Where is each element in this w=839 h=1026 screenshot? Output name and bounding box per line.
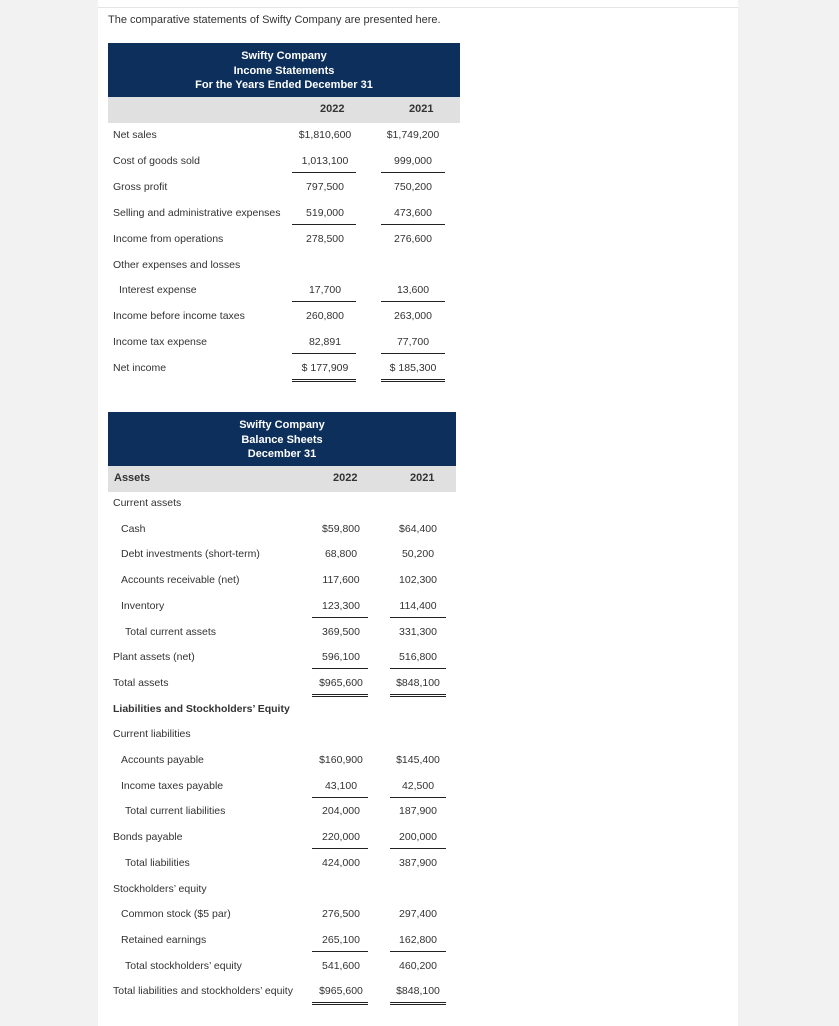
row-label: Common stock ($5 par) (121, 908, 231, 921)
row-label: Net sales (113, 129, 157, 141)
row-label: Interest expense (119, 284, 197, 297)
row-label: Income taxes payable (121, 779, 224, 792)
underline (292, 224, 356, 225)
value-2021: 297,400 (399, 908, 437, 921)
row-label: Bonds payable (113, 831, 183, 844)
row-label: Total current assets (125, 625, 217, 638)
row-label: Accounts payable (121, 754, 204, 766)
underline (292, 301, 356, 302)
value-2022: 519,000 (306, 206, 344, 219)
value-2021: $848,100 (396, 676, 440, 689)
value-2022: 424,000 (322, 856, 360, 869)
value-2022: 68,800 (324, 548, 358, 561)
value-2021: 387,900 (399, 856, 437, 869)
value-2021: 263,000 (394, 310, 432, 323)
row-label: Stockholders’ equity (113, 882, 207, 895)
year-2021-header: 2021 (410, 472, 435, 484)
row-label: Income tax expense (113, 336, 207, 349)
value-2022: 43,100 (324, 779, 358, 792)
value-2021: 276,600 (394, 232, 432, 245)
table-row (98, 362, 458, 388)
row-label: Net income (113, 362, 167, 375)
document-page (98, 0, 738, 1026)
row-label: Total liabilities and stockholders’ equity (113, 985, 293, 998)
value-2022: 278,500 (306, 232, 344, 245)
table-row (98, 129, 458, 155)
row-label: Cash (121, 522, 146, 535)
table-row (98, 985, 458, 1011)
underline (390, 617, 446, 618)
table-row (98, 600, 458, 626)
value-2021: 750,200 (394, 180, 432, 193)
value-2021: 460,200 (399, 959, 437, 972)
value-2021: $64,400 (399, 522, 437, 535)
row-label: Liabilities and Stockholders’ Equity (113, 702, 290, 715)
double-underline (312, 1002, 368, 1005)
row-label: Total liabilities (125, 856, 190, 869)
table-row (98, 233, 458, 259)
underline (390, 668, 446, 669)
value-2021: 200,000 (399, 831, 437, 844)
row-label: Total assets (113, 676, 169, 689)
double-underline (312, 694, 368, 697)
row-label: Total stockholders’ equity (125, 959, 242, 972)
underline (312, 848, 368, 849)
value-2022: 276,500 (322, 908, 360, 921)
row-label: Current liabilities (113, 728, 191, 741)
row-label: Income before income taxes (113, 310, 245, 323)
table-row (98, 336, 458, 362)
assets-heading: Assets (114, 472, 151, 484)
value-2021: 999,000 (394, 154, 432, 167)
table-row (98, 207, 458, 233)
underline (381, 172, 445, 173)
value-2022: $160,900 (319, 754, 363, 766)
double-underline (390, 694, 446, 697)
row-label: Cost of goods sold (113, 154, 200, 167)
double-underline (390, 1002, 446, 1005)
table-row (98, 284, 458, 310)
value-2022: 541,600 (322, 959, 360, 972)
underline (312, 668, 368, 669)
value-2022: $965,600 (319, 985, 363, 998)
table-row (98, 259, 458, 285)
row-label: Current assets (113, 497, 182, 509)
statement-period: For the Years Ended December 31 (195, 79, 373, 91)
value-2021: $1,749,200 (386, 129, 440, 141)
value-2022: $1,810,600 (298, 129, 352, 141)
value-2022: $ 177,909 (301, 362, 349, 375)
value-2021: 114,400 (399, 599, 437, 612)
underline (390, 797, 446, 798)
underline (292, 353, 356, 354)
value-2021: $ 185,300 (389, 362, 437, 375)
table-row (98, 497, 458, 523)
underline (381, 353, 445, 354)
underline (312, 797, 368, 798)
value-2022: 123,300 (322, 599, 360, 612)
value-2022: 220,000 (322, 831, 360, 844)
company-name: Swifty Company (239, 419, 325, 431)
underline (390, 848, 446, 849)
underline (381, 224, 445, 225)
income-statement-header (108, 43, 460, 97)
table-row (98, 934, 458, 960)
row-label: Gross profit (113, 180, 168, 193)
table-row (98, 754, 458, 780)
value-2021: 42,500 (401, 779, 435, 792)
statement-title: Income Statements (233, 64, 335, 77)
row-label: Total current liabilities (125, 805, 226, 818)
value-2022: 17,700 (308, 284, 342, 297)
double-underline (292, 379, 356, 382)
value-2021: 187,900 (399, 805, 437, 818)
table-row (98, 703, 458, 729)
table-row (98, 677, 458, 703)
value-2022: 82,891 (308, 336, 342, 349)
value-2022: 1,013,100 (301, 154, 349, 167)
table-row (98, 857, 458, 883)
row-label: Other expenses and losses (113, 258, 241, 271)
table-row (98, 574, 458, 600)
value-2022: 117,600 (322, 574, 360, 587)
value-2022: $965,600 (319, 676, 363, 689)
value-2021: 516,800 (399, 651, 437, 664)
value-2022: 369,500 (322, 625, 360, 638)
year-2021-header: 2021 (409, 103, 434, 115)
value-2022: 797,500 (306, 180, 344, 193)
value-2021: $848,100 (396, 985, 440, 998)
intro-text: The comparative statements of Swifty Company are presented here. (108, 14, 441, 26)
row-label: Debt investments (short-term) (121, 548, 260, 561)
year-2022-header: 2022 (333, 472, 358, 484)
value-2021: 102,300 (399, 574, 437, 587)
row-label: Retained earnings (121, 933, 207, 946)
underline (312, 951, 368, 952)
table-row (98, 908, 458, 934)
row-label: Plant assets (net) (113, 651, 195, 664)
underline (292, 172, 356, 173)
table-row (98, 805, 458, 831)
underline (381, 301, 445, 302)
value-2022: 204,000 (322, 805, 360, 818)
value-2021: 331,300 (399, 625, 437, 638)
row-label: Income from operations (113, 232, 224, 245)
value-2021: 473,600 (394, 206, 432, 219)
underline (390, 951, 446, 952)
double-underline (381, 379, 445, 382)
table-row (98, 155, 458, 181)
value-2022: $59,800 (322, 522, 360, 535)
table-row (98, 626, 458, 652)
company-name: Swifty Company (241, 50, 327, 62)
table-row (98, 883, 458, 909)
table-row (98, 181, 458, 207)
row-label: Selling and administrative expenses (113, 206, 281, 219)
value-2022: 260,800 (306, 310, 344, 323)
table-row (98, 780, 458, 806)
balance-sheet-header (108, 412, 456, 466)
value-2021: 162,800 (399, 933, 437, 946)
statement-period: December 31 (247, 448, 317, 460)
year-2022-header: 2022 (320, 103, 345, 115)
divider (98, 7, 738, 8)
value-2021: $145,400 (396, 754, 440, 766)
table-row (98, 651, 458, 677)
table-row (98, 831, 458, 857)
value-2021: 50,200 (401, 548, 435, 561)
statement-title: Balance Sheets (241, 433, 323, 446)
table-row (98, 960, 458, 986)
value-2022: 596,100 (322, 651, 360, 664)
income-year-bar (108, 97, 460, 123)
value-2021: 77,700 (396, 336, 430, 349)
table-row (98, 523, 458, 549)
balance-year-bar (108, 466, 456, 492)
row-label: Accounts receivable (net) (121, 574, 240, 587)
table-row (98, 310, 458, 336)
underline (312, 617, 368, 618)
value-2021: 13,600 (396, 284, 430, 297)
value-2022: 265,100 (322, 933, 360, 946)
table-row (98, 548, 458, 574)
table-row (98, 728, 458, 754)
row-label: Inventory (121, 599, 165, 612)
